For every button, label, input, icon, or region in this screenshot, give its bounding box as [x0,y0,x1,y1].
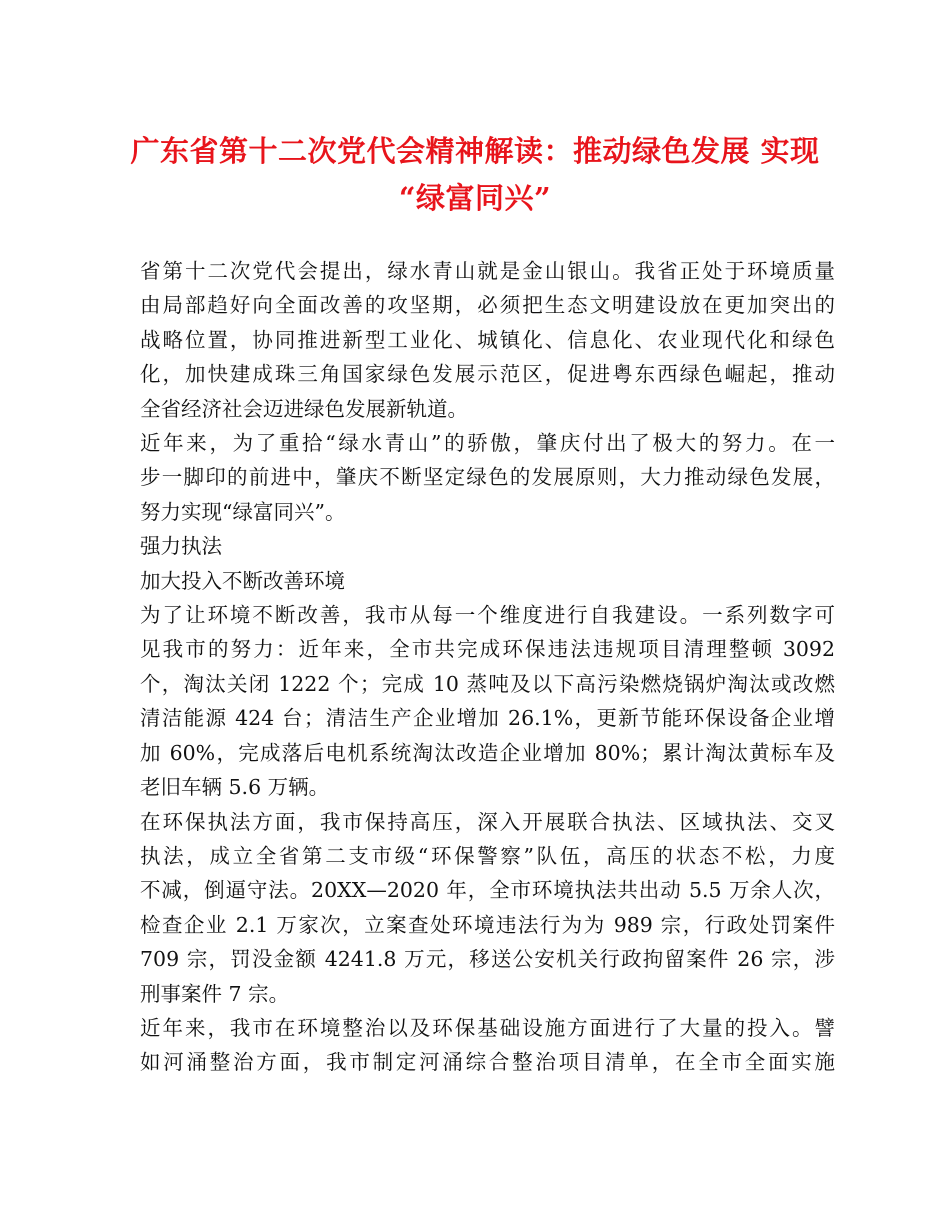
text-line: 战略位置，协同推进新型工业化、城镇化、信息化、农业现代化和绿色 [140,327,835,352]
text-line: 见我市的努力：近年来，全市共完成环保违法违规项目清理整顿 3092 [140,637,835,662]
document-body [140,254,835,1080]
text-line: 刑事案件 7 宗。 [140,981,290,1006]
text-line: 步一脚印的前进中，肇庆不断坚定绿色的发展原则，大力推动绿色发展， [140,465,835,490]
text-line: 清洁能源 424 台；清洁生产企业增加 26.1%，更新节能环保设备企业增 [140,706,835,731]
title-line: 广东省第十二次党代会精神解读：推动绿色发展 实现 [130,134,820,168]
text-line: 加 60%，完成落后电机系统淘汰改造企业增加 80%；累计淘汰黄标车及 [140,740,835,765]
title-line: “绿富同兴” [398,181,552,215]
text-line: 在环保执法方面，我市保持高压，深入开展联合执法、区域执法、交叉 [140,809,835,834]
text-line: 不减，倒逼守法。20XX—2020 年，全市环境执法共出动 5.5 万余人次， [140,878,835,903]
text-line: 近年来，为了重拾“绿水青山”的骄傲，肇庆付出了极大的努力。在一 [140,431,835,456]
text-line: 省第十二次党代会提出，绿水青山就是金山银山。我省正处于环境质量 [140,259,835,283]
text-line: 全省经济社会迈进绿色发展新轨道。 [140,396,468,421]
text-line: 由局部趋好向全面改善的攻坚期，必须把生态文明建设放在更加突出的 [140,293,835,318]
text-line: 化，加快建成珠三角国家绿色发展示范区，促进粤东西绿色崛起，推动 [140,362,835,387]
text-line: 老旧车辆 5.6 万辆。 [140,775,330,800]
text-line: 如河涌整治方面，我市制定河涌综合整治项目清单，在全市全面实施 [140,1050,835,1075]
text-line: 努力实现“绿富同兴”。 [140,499,346,524]
section-subheading: 加大投入不断改善环境 [140,568,345,593]
text-line: 个，淘汰关闭 1222 个；完成 10 蒸吨及以下高污染燃烧锅炉淘汰或改燃 [140,671,835,696]
section-heading: 强力执法 [140,534,222,559]
text-line: 检查企业 2.1 万家次，立案查处环境违法行为为 989 宗，行政处罚案件 [140,912,835,937]
text-line: 为了让环境不断改善，我市从每一个维度进行自我建设。一系列数字可 [140,603,835,628]
text-line: 近年来，我市在环境整治以及环保基础设施方面进行了大量的投入。譬 [140,1015,835,1040]
document-title [100,128,850,222]
text-line: 709 宗，罚没金额 4241.8 万元，移送公安机关行政拘留案件 26 宗，涉 [140,947,835,972]
text-line: 执法，成立全省第二支市级“环保警察”队伍，高压的状态不松，力度 [140,843,835,868]
